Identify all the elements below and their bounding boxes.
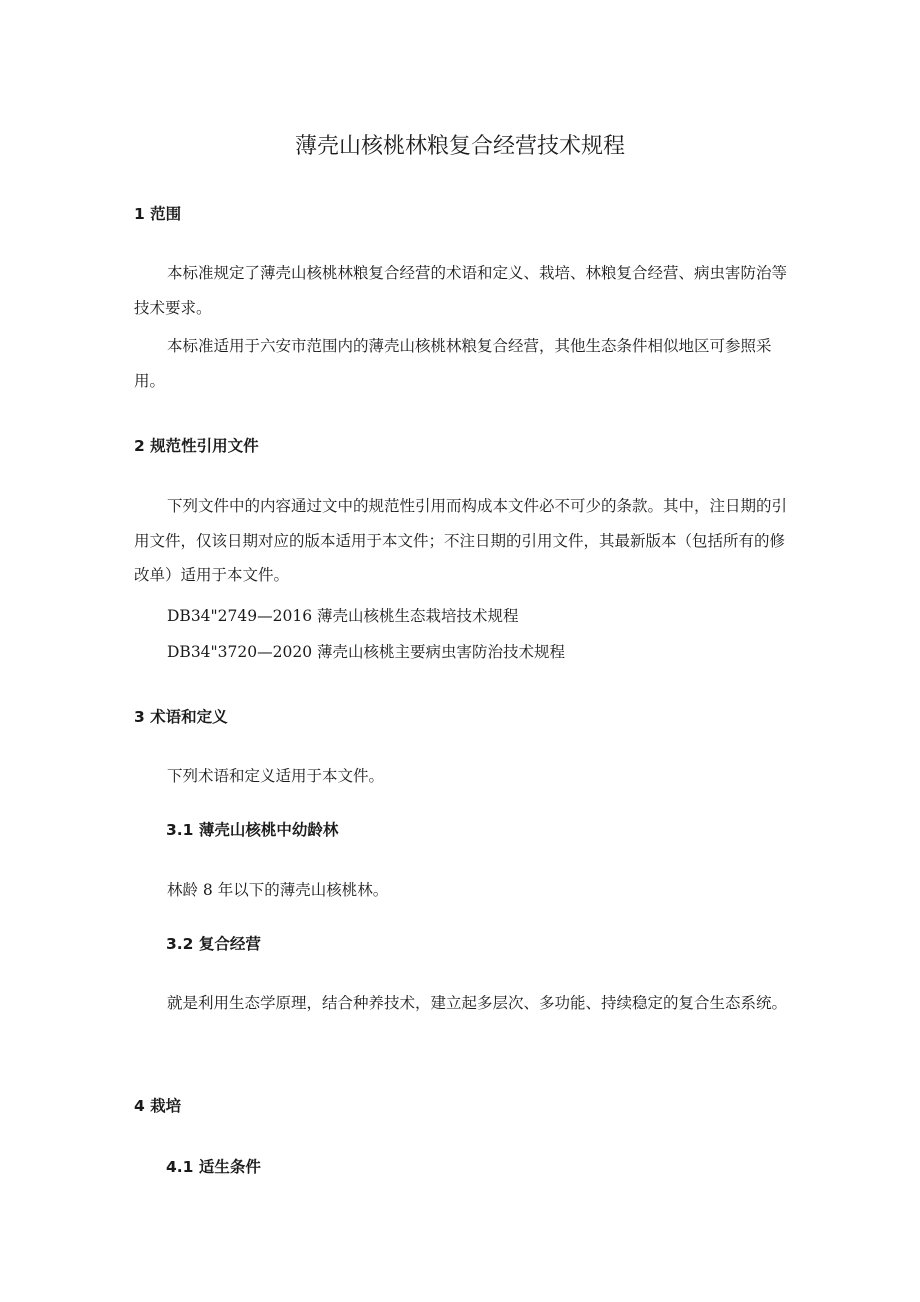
section-2-paragraph-1: 下列文件中的内容通过文中的规范性引用而构成本文件必不可少的条款。其中，注日期的引用文件，仅该日期对应的版本适用于本文件；不注日期的引用文件，其最新版本（包括所有的修改单）适用于本文件。 <box>134 497 788 584</box>
subsection-3-1-text: 林龄 8 年以下的薄壳山核桃林。 <box>167 881 389 899</box>
section-4-heading: 4 栽培 <box>134 1097 182 1115</box>
document-title: 薄壳山核桃林粮复合经营技术规程 <box>294 134 625 159</box>
section-2-heading: 2 规范性引用文件 <box>134 437 259 455</box>
section-1-heading: 1 范围 <box>134 205 182 223</box>
section-3-heading: 3 术语和定义 <box>134 708 228 726</box>
subsection-4-1-heading: 4.1 适生条件 <box>166 1158 261 1176</box>
section-1-paragraph-2: 本标准适用于六安市范围内的薄壳山核桃林粮复合经营，其他生态条件相似地区可参照采用。 <box>134 337 772 390</box>
section-3-intro: 下列术语和定义适用于本文件。 <box>167 767 385 785</box>
reference-item: DB34"2749—2016 薄壳山核桃生态栽培技术规程 <box>167 607 519 625</box>
section-1-paragraph-1: 本标准规定了薄壳山核桃林粮复合经营的术语和定义、栽培、林粮复合经营、病虫害防治等技术要求。 <box>134 264 788 317</box>
reference-item: DB34"3720—2020 薄壳山核桃主要病虫害防治技术规程 <box>167 643 565 661</box>
subsection-3-2-text: 就是利用生态学原理，结合种养技术，建立起多层次、多功能、持续稳定的复合生态系统。 <box>167 994 788 1012</box>
subsection-3-2-heading: 3.2 复合经营 <box>166 935 261 953</box>
subsection-3-1-heading: 3.1 薄壳山核桃中幼龄林 <box>166 821 339 839</box>
